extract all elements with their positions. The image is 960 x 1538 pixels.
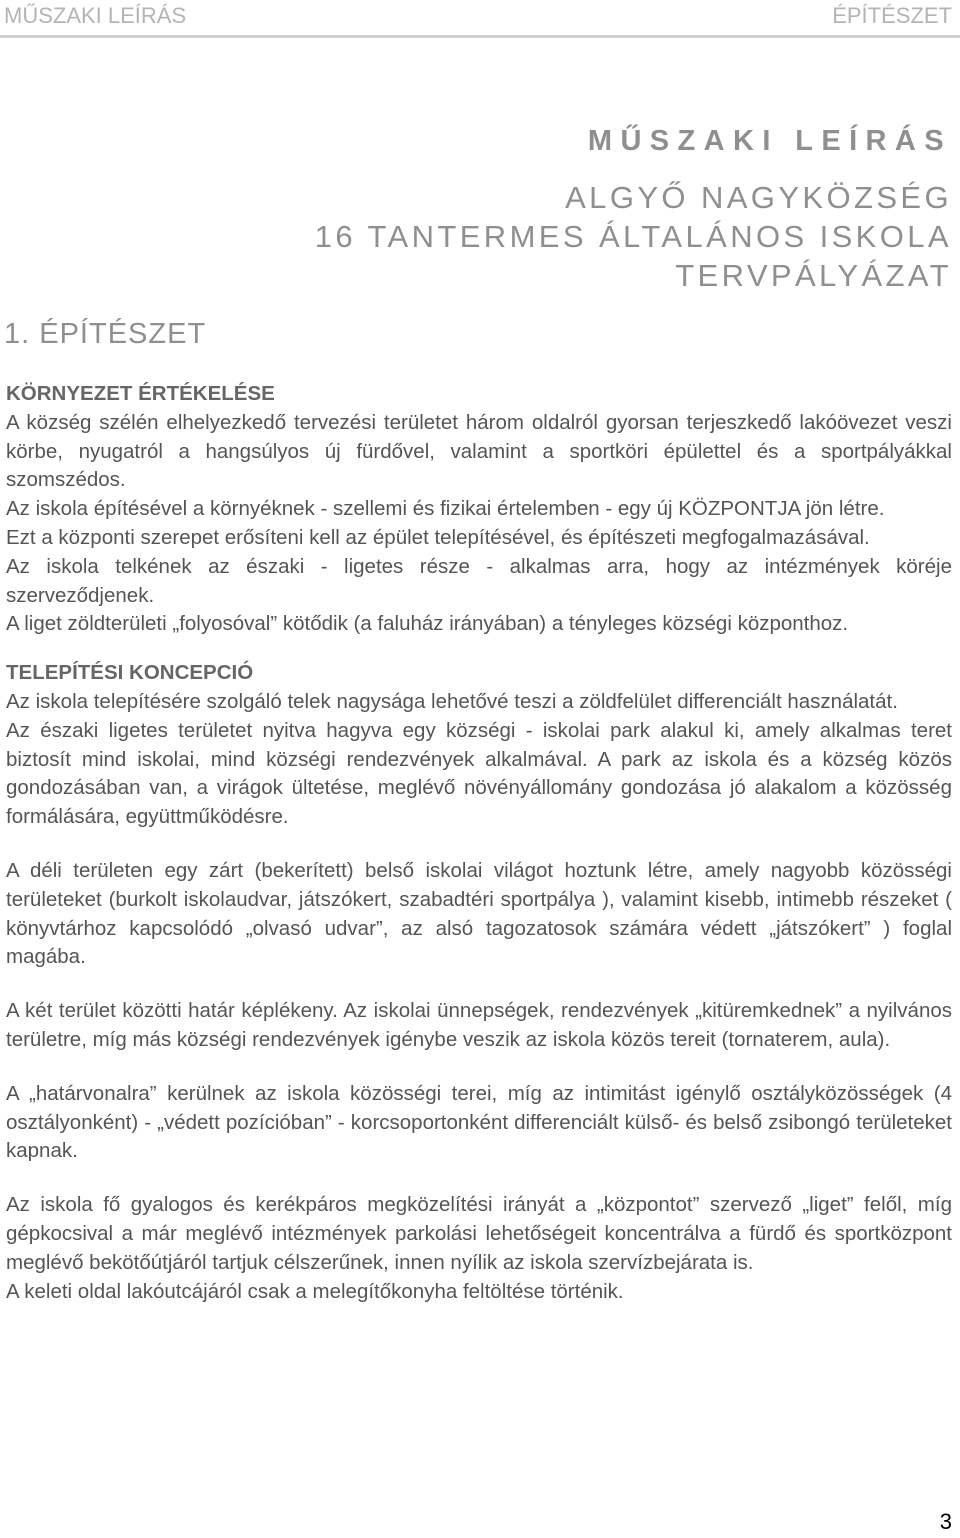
paragraph: Az iskola telepítésére szolgáló telek nagysága lehetővé teszi a zöldfelület differenciált használatát. (6, 689, 898, 713)
title-line-3: TERVPÁLYÁZAT (675, 258, 952, 293)
document-title: MŰSZAKI LEÍRÁS (587, 125, 952, 157)
paragraph: Ezt a központi szerepet erősíteni kell az épület telepítésével, és építészeti megfogalmazásával. (6, 525, 870, 549)
paragraph: A két terület közötti határ képlékeny. Az iskolai ünnepségek, rendezvények „kitüremkednek” a nyilvános területre, míg más községi rendezvények igénybe veszik az iskola közös tereit (tornaterem, aula). (6, 999, 952, 1051)
header-right-text: ÉPÍTÉSZET (832, 3, 952, 28)
header-divider (0, 35, 960, 38)
paragraph: A község szélén elhelyezkedő tervezési területet három oldalról gyorsan terjeszkedő lakóövezet veszi körbe, nyugatról a hangsúlyos új fürdővel, valamint a sportköri épülettel és a sportpályákkal szomszédos. (6, 410, 952, 492)
paragraph: A keleti oldal lakóutcájáról csak a melegítőkonyha feltöltése történik. (6, 1279, 624, 1303)
section-heading-siting: TELEPÍTÉSI KONCEPCIÓ (6, 661, 254, 685)
page-number: 3 (939, 1509, 952, 1534)
page-header (0, 0, 960, 40)
paragraph: Az iskola építésével a környéknek - szellemi és fizikai értelemben - egy új KÖZPONTJA jön létre. (6, 497, 885, 521)
paragraph: Az északi ligetes területet nyitva hagyva egy községi - iskolai park alakul ki, amely alkalmas teret biztosít mind iskolai, mind községi rendezvények alkalmával. A park az iskola és a község közös gondozásában van, a virágok ültetése, meglévő növényállomány gondozása jó alakalom a közösség formálására, együttműködésre. (6, 718, 952, 829)
title-line-2: 16 TANTERMES ÁLTALÁNOS ISKOLA (314, 219, 952, 254)
paragraph: Az iskola fő gyalogos és kerékpáros megközelítési irányát a „központot” szervező „liget” felől, míg gépkocsival a már meglévő intézmények parkolási lehetőségeit koncentrálva a fürdő és sportközpont meglévő bekötőútjáról tartjuk célszerűnek, innen nyílik az iskola szervízbejárata is. (6, 1193, 952, 1274)
paragraph: A liget zöldterületi „folyosóval” kötődik (a faluház irányában) a tényleges községi központhoz. (6, 612, 849, 636)
section-heading-environment: KÖRNYEZET ÉRTÉKELÉSE (6, 382, 275, 405)
document-body (6, 380, 952, 1306)
paragraph: Az iskola telkének az északi - ligetes része - alkalmas arra, hogy az intézmények köréje szerveződjenek. (6, 554, 952, 607)
paragraph: A déli területen egy zárt (bekerített) belső iskolai világot hoztunk létre, amely nagyobb közösségi területeket (burkolt iskolaudvar, játszókert, szabadtéri sportpálya ), valamint kisebb, intimebb részeket ( könyvtárhoz kapcsolódó „olvasó udvar”, az alsó tagozatosok számára védett „játszókert” ) foglal magába. (6, 858, 952, 969)
chapter-heading: 1. ÉPÍTÉSZET (4, 318, 207, 350)
title-line-1: ALGYŐ NAGYKÖZSÉG (565, 180, 952, 215)
header-left-text: MŰSZAKI LEÍRÁS (4, 3, 187, 28)
paragraph: A „határvonalra” kerülnek az iskola közösségi terei, míg az intimitást igénylő osztályközösségek (4 osztályonként) - „védett pozícióban” - korcsoportonként differenciált külső- és belső zsibongó területeket kapnak. (6, 1081, 952, 1163)
title-block (315, 124, 952, 295)
